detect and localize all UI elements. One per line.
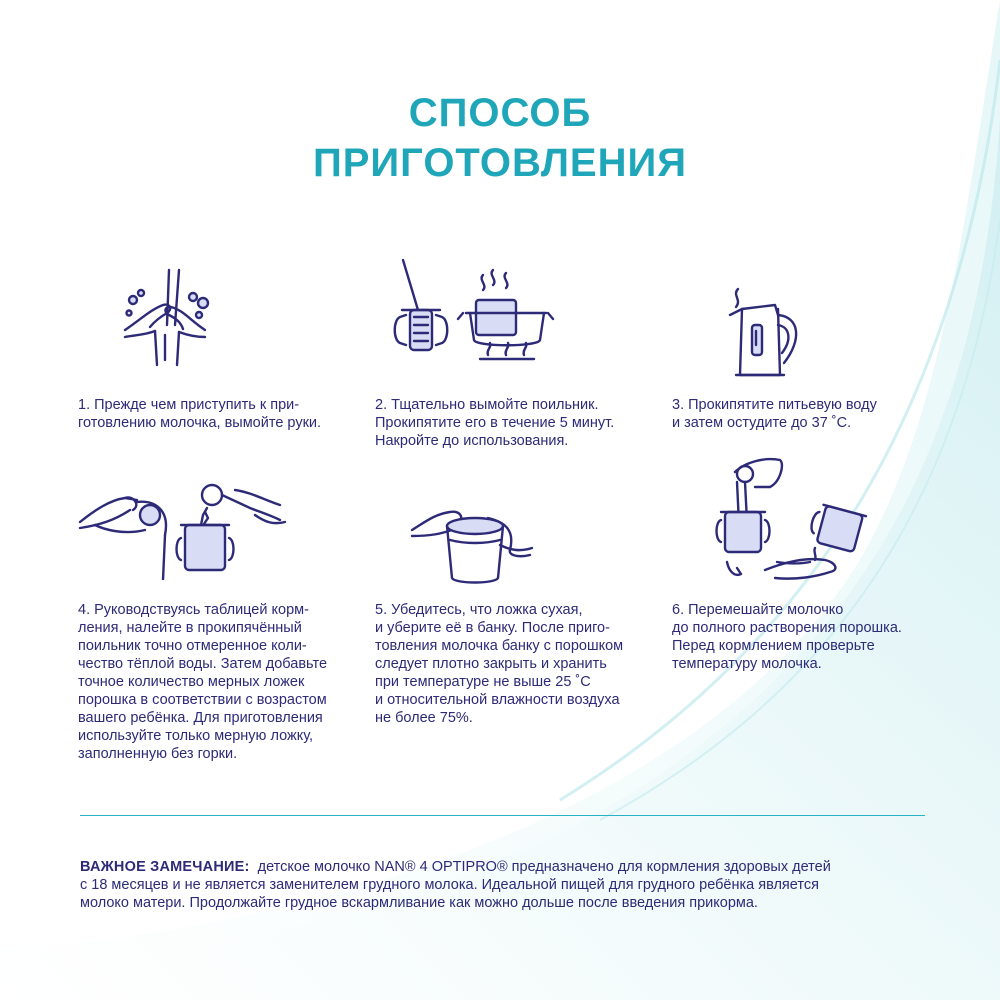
kettle-icon <box>720 285 810 380</box>
step-4-line: поильник точно отмеренное коли- <box>78 638 307 654</box>
step-4-line: чество тёплой воды. Затем добавьте <box>78 656 328 672</box>
step-3 <box>672 396 877 432</box>
note-text-3: молоко матери. Продолжайте грудное вскармливание как можно дольше после введения прикорма. <box>80 895 758 911</box>
step-4-line: порошка в соответствии с возрастом <box>78 692 327 708</box>
step-2-line: 2. Тщательно вымойте поильник. <box>375 397 599 413</box>
step-5-line: следует плотно закрыть и хранить <box>375 656 607 672</box>
note-label: ВАЖНОЕ ЗАМЕЧАНИЕ: <box>80 859 250 875</box>
step-4-line: вашего ребёнка. Для приготовления <box>78 710 323 726</box>
step-6-line: температуру молочка. <box>672 656 822 672</box>
note-text-1: детское молочко NAN® 4 OPTIPRO® предназначено для кормления здоровых детей <box>257 859 831 875</box>
step-1-line: готовлению молочка, вымойте руки. <box>78 415 322 431</box>
step-4 <box>78 601 327 763</box>
step-6-line: Перед кормлением проверьте <box>672 638 875 654</box>
close-can-icon <box>410 500 535 585</box>
page-title <box>0 88 1000 188</box>
step-5-line: 5. Убедитесь, что ложка сухая, <box>375 602 583 618</box>
step-6 <box>672 601 902 673</box>
step-5-line: товления молочка банку с порошком <box>375 638 624 654</box>
step-1-line: 1. Прежде чем приступить к при- <box>78 397 300 413</box>
step-4-line: используйте только мерную ложку, <box>78 728 314 744</box>
title-line-2: ПРИГОТОВЛЕНИЯ <box>312 141 687 185</box>
step-5-line: при температуре не выше 25 ˚С <box>375 674 591 690</box>
step-4-line: 4. Руководствуясь таблицей корм- <box>78 602 309 618</box>
step-4-line: заполненную без горки. <box>78 746 238 762</box>
step-4-line: точное количество мерных ложек <box>78 674 305 690</box>
step-3-line: и затем остудите до 37 ˚С. <box>672 415 852 431</box>
step-5 <box>375 601 623 727</box>
step-5-line: и относительной влажности воздуха <box>375 692 620 708</box>
step-6-line: 6. Перемешайте молочко <box>672 602 844 618</box>
stir-test-icon <box>715 452 870 587</box>
note-line-1 <box>80 858 940 876</box>
step-1 <box>78 396 321 432</box>
step-4-line: ления, налейте в прокипячённый <box>78 620 302 636</box>
scoop-powder-icon <box>75 480 290 580</box>
note-text-2: с 18 месяцев и не является заменителем грудного молока. Идеальной пищей для грудного ребёнка является <box>80 877 819 893</box>
step-2-line: Накройте до использования. <box>375 433 569 449</box>
step-5-line: не более 75%. <box>375 710 473 726</box>
step-5-line: и уберите её в банку. После приго- <box>375 620 610 636</box>
step-3-line: 3. Прокипятите питьевую воду <box>672 397 877 413</box>
hand-wash-icon <box>115 265 215 370</box>
step-2-line: Прокипятите его в течение 5 минут. <box>375 415 615 431</box>
section-divider <box>80 815 925 816</box>
important-note <box>80 858 940 912</box>
step-6-line: до полного растворения порошка. <box>672 620 902 636</box>
title-line-1: СПОСОБ <box>408 91 592 135</box>
bottle-brush-boil-icon <box>388 255 558 370</box>
step-2 <box>375 396 614 450</box>
